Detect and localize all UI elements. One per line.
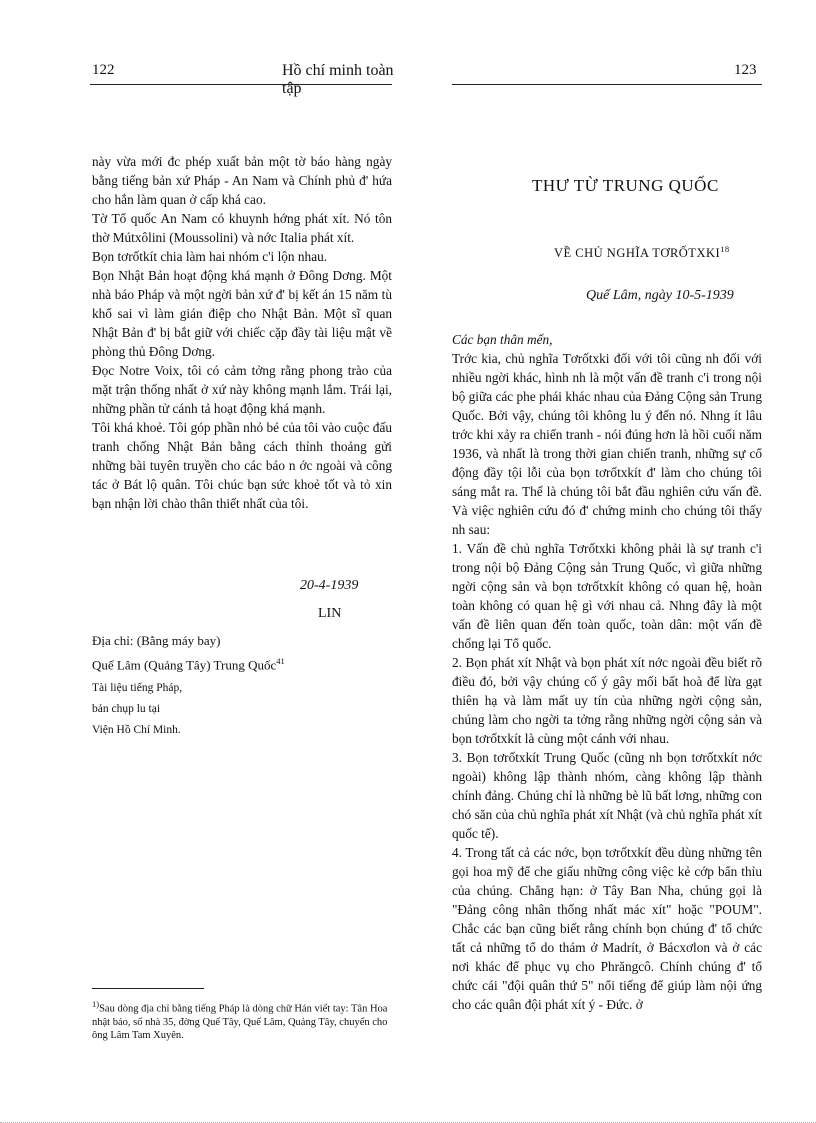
address-line: Địa chỉ: (Bằng máy bay) [92, 633, 221, 648]
source-line: bản chụp lu tại [92, 703, 161, 715]
right-body [452, 349, 762, 1014]
letter-date: 20-4-1939 [300, 578, 359, 593]
paragraph: Bọn tơrốtkít chia làm hai nhóm c'i lộn nhau. [92, 249, 328, 264]
left-header-rule [90, 84, 392, 85]
list-item: 2. Bọn phát xít Nhật và bọn phát xít nớc ngoài đều biết rõ điều đó, bởi vậy chúng cố ý gây mối bất hoà để lừa gạt thiên hạ và làm mất uy tín của những ngời cộng sản, chúng làm cho ngời ta tởng rằng những ngời cộng sản và bọn tơrốtxkít là cùng một cánh với nhau. [452, 655, 762, 746]
list-item: 4. Trong tất cả các nớc, bọn tơrốtxkít đều dùng những tên gọi hoa mỹ để che giấu những công việc kẻ cớp bẩn thỉu của chúng. Chẳng hạn: ở Tây Ban Nha, chúng gọi là "Đảng công nhân thống nhất mác xít" hoặc "POUM". Chắc các bạn cũng biết rằng chính bọn chúng đ' tổ chức tất cả những tổ do thám ở Madrít, ở Bácxơlon và ở các nơi khác để phục vụ cho Phrăngcô. Chính chúng đ' tổ chức cái "đội quân thứ 5" nổi tiếng để giúp làm nội ứng cho các quân đội phát xít ý - Đức. ở [452, 845, 762, 1012]
paragraph: Tôi khá khoẻ. Tôi góp phần nhỏ bé của tôi vào cuộc đấu tranh chống Nhật Bản bằng cách thỉnh thoảng gửi những bài tuyên truyền cho các báo n ớc ngoài và công tác ở Bát lộ quân. Tôi chúc bạn sức khoẻ tốt và tỏ xin bạn nhận lời chào thân thiết nhất của tôi. [92, 420, 392, 511]
source-line: Tài liệu tiếng Pháp, [92, 682, 183, 694]
right-header-rule [452, 84, 762, 85]
footnote [92, 998, 392, 1042]
subtitle-sup: 18 [720, 244, 730, 254]
address-line: Quế Lâm (Quảng Tây) Trung Quốc$^{41}$ [92, 656, 285, 673]
footnote-marker: 1) [92, 999, 100, 1009]
salutation: Các bạn thân mến, [452, 332, 553, 347]
paragraph: Bọn Nhật Bản hoạt động khá mạnh ở Đông Dơng. Một nhà báo Pháp và một ngời bản xứ đ' bị kết án 15 năm tù khổ sai vì làm gián điệp cho Nhật Bản. Một sĩ quan Nhật Bản đ' bị bắt giữ với chiếc cặp đầy tài liệu mật về phòng thủ Đông Dơng. [92, 268, 392, 359]
address-block [92, 630, 392, 675]
list-item: 3. Bọn tơrốtxkít Trung Quốc (cũng nh bọn tơrốtxkít nớc ngoài) không lập thành nhóm, càng không lập thành chính đảng. Chúng chỉ là những bè lũ bất lơng, những con chó săn của chủ nghĩa phát xít Nhật (và chủ nghĩa phát xít quốc tế). [452, 750, 762, 841]
source-line: Viện Hồ Chí Minh. [92, 724, 181, 736]
list-item: 1. Vấn đề chủ nghĩa Tơrốtxki không phải là sự tranh c'i trong nội bộ Đảng Cộng sản Trung Quốc, vì giữa những ngời cộng sản và bọn tơrốtxkít không có quan hệ, hoàn toàn không có quan hệ gì với nhau cả. Nhng đây là một vấn đề liên quan đến toàn quốc, toàn dân: một vấn đề chống lại Tổ quốc. [452, 541, 762, 651]
footnote-rule [92, 988, 204, 989]
letter-subtitle: VỀ CHỦ NGHĨA TƠRỐTXKI$^{18}$ [554, 244, 730, 261]
paragraph: này vừa mới đc phép xuất bản một tờ báo hàng ngày bằng tiếng bản xứ Pháp - An Nam và Chính phủ đ' hứa cho hắn làm quan ở cấp khá cao. [92, 154, 392, 207]
left-body [92, 152, 392, 513]
left-running-title: Hồ chí minh toàn tập [282, 62, 394, 97]
letter-title: THƯ TỪ TRUNG QUỐC [532, 176, 719, 195]
right-page [408, 0, 816, 1123]
source-block [92, 678, 392, 741]
paragraph: Đọc Notre Voix, tôi có cảm tởng rằng phong trào của mặt trận thống nhất ở xứ này không mạnh lắm. Trái lại, những phần tử cánh tả hoạt động khá mạnh. [92, 363, 392, 416]
paragraph: Tờ Tổ quốc An Nam có khuynh hớng phát xít. Nó tôn thờ Mútxôlini (Moussolini) và nớc Italia phát xít. [92, 211, 392, 245]
address-sup: 41 [276, 656, 285, 666]
paragraph: Trớc kia, chủ nghĩa Tơrốtxki đối với tôi cũng nh đối với nhiều ngời khác, hình nh là một vấn đề tranh c'i trong nội bộ giữa các phe phái khác nhau của Đảng Cộng sản Trung Quốc. Bởi vậy, chúng tôi không lu ý đến nó. Nhng ít lâu trớc khi xảy ra chiến tranh - nói đúng hơn là hồi cuối năm 1936, và nhất là trong thời gian chiến tranh, những sự cổ động đầy tội lỗi của bọn tơrốtxkít đ' làm cho chúng tôi sáng mắt ra. Thế là chúng tôi bắt đầu nghiên cứu vấn đề. Và việc nghiên cứu đó đ' chứng minh cho chúng tôi thấy nh sau: [452, 351, 762, 537]
scan-edge [0, 1118, 816, 1123]
letter-place-date: Quế Lâm, ngày 10-5-1939 [586, 288, 734, 303]
right-page-number: 123 [734, 62, 757, 78]
footnote-text: Sau dòng địa chỉ bằng tiếng Pháp là dòng chữ Hán viết tay: Tân Hoa nhật báo, số nhà 35, đờng Quế Tây, Quế Lâm, Quảng Tây, chuyển cho ông Lâm Tam Xuyên. [92, 1003, 388, 1041]
letter-signature: LIN [318, 606, 342, 621]
left-page-number: 122 [92, 62, 115, 78]
